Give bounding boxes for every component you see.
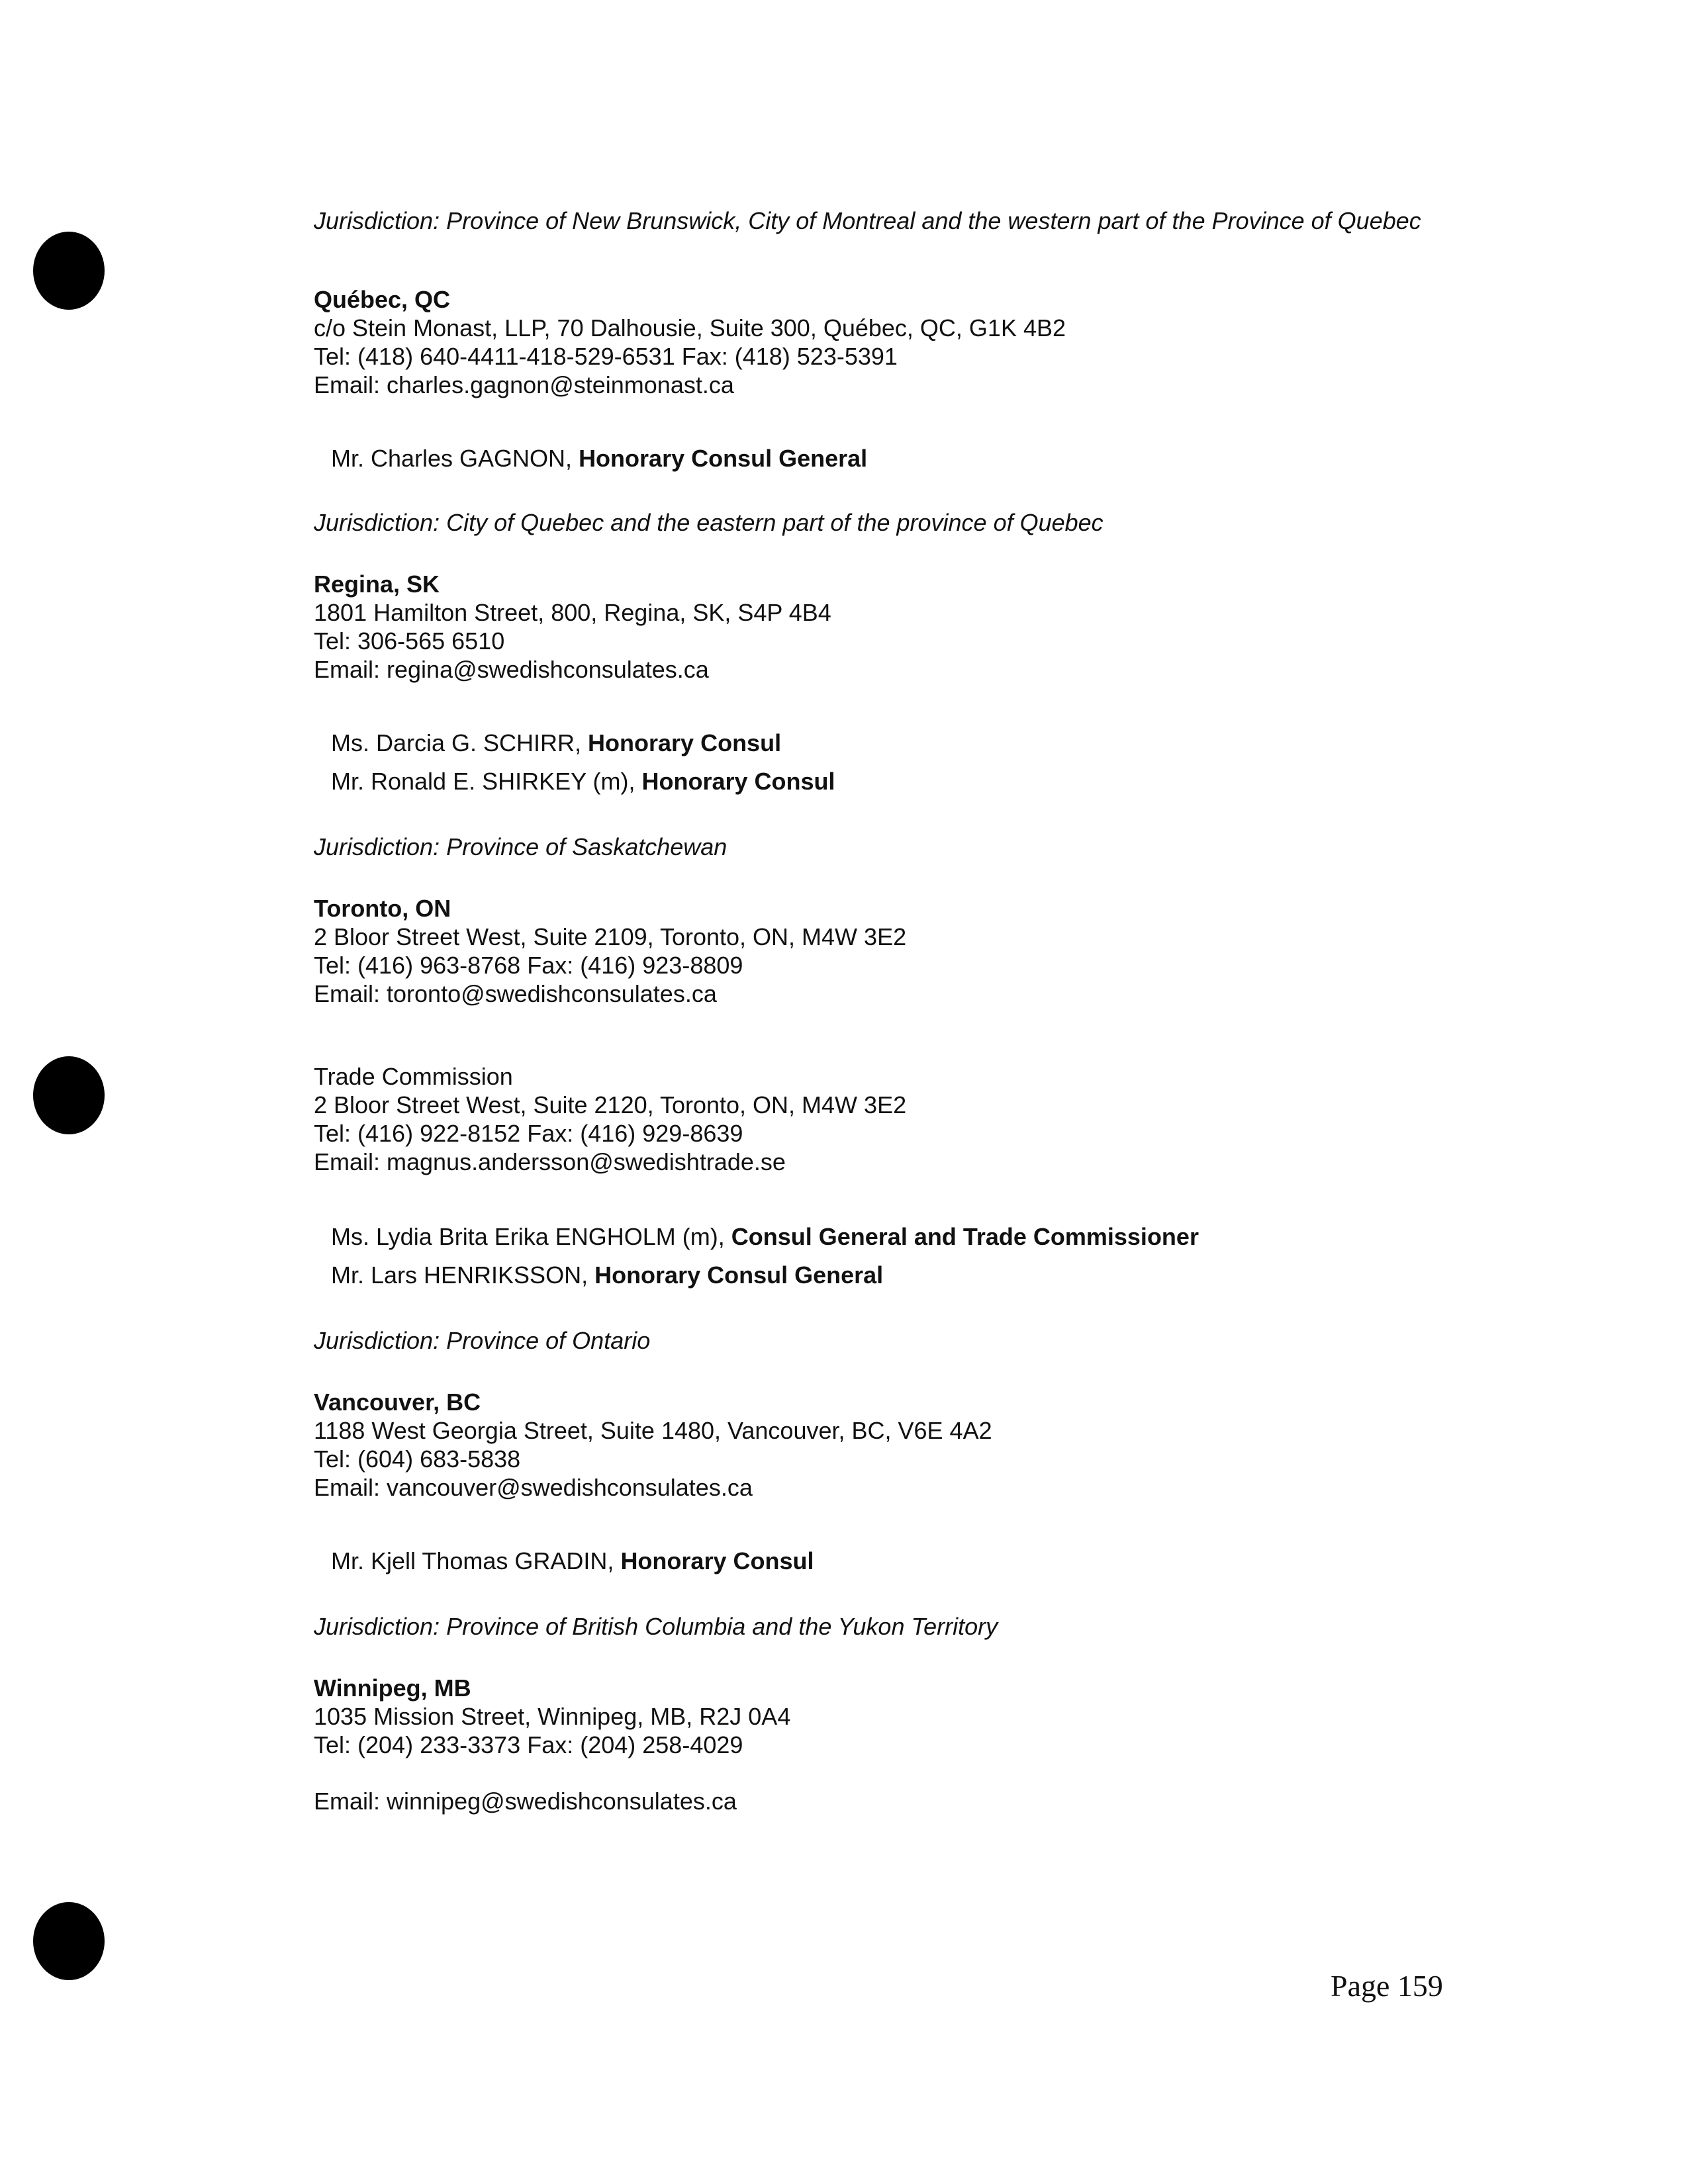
document-body	[314, 206, 1466, 1815]
email-trade: Email: magnus.andersson@swedishtrade.se	[314, 1148, 786, 1175]
jurisdiction-toronto: Jurisdiction: Province of Ontario	[314, 1327, 651, 1354]
official-title: Consul General and Trade Commissioner	[731, 1223, 1199, 1250]
tel-vancouver: Tel: (604) 683-5838	[314, 1445, 521, 1473]
official-title: Honorary Consul	[641, 768, 835, 795]
email-regina: Email: regina@swedishconsulates.ca	[314, 656, 709, 683]
consulate-toronto	[314, 894, 1466, 1008]
official-title: Honorary Consul	[588, 729, 782, 756]
tel-toronto: Tel: (416) 963-8768 Fax: (416) 923-8809	[314, 952, 743, 979]
binder-hole-bottom	[33, 1902, 105, 1980]
official-name: Ms. Lydia Brita Erika ENGHOLM (m),	[331, 1223, 731, 1250]
jurisdiction-montreal: Jurisdiction: Province of New Brunswick, City of Montreal and the western part of the Province of Quebec	[314, 207, 1421, 234]
address-trade: 2 Bloor Street West, Suite 2120, Toronto, ON, M4W 3E2	[314, 1091, 907, 1118]
city-heading-winnipeg: Winnipeg, MB	[314, 1674, 471, 1702]
city-heading-quebec: Québec, QC	[314, 286, 451, 313]
trade-commission	[314, 1062, 1466, 1176]
official-row	[314, 729, 1466, 757]
email-vancouver: Email: vancouver@swedishconsulates.ca	[314, 1474, 753, 1501]
official-title: Honorary Consul General	[594, 1261, 884, 1289]
jurisdiction-vancouver: Jurisdiction: Province of British Columbia and the Yukon Territory	[314, 1613, 998, 1640]
tel-trade: Tel: (416) 922-8152 Fax: (416) 929-8639	[314, 1120, 743, 1147]
official-name: Mr. Lars HENRIKSSON,	[331, 1261, 595, 1289]
binder-hole-top	[33, 232, 105, 310]
jurisdiction-quebec: Jurisdiction: City of Quebec and the eastern part of the province of Quebec	[314, 509, 1103, 536]
city-heading-vancouver: Vancouver, BC	[314, 1388, 481, 1416]
official-row	[314, 444, 1466, 473]
email-winnipeg: Email: winnipeg@swedishconsulates.ca	[314, 1788, 737, 1815]
official-name: Mr. Ronald E. SHIRKEY (m),	[331, 768, 642, 795]
binder-hole-middle	[33, 1056, 105, 1134]
page-number: Page 159	[1331, 1969, 1443, 2003]
official-row	[314, 767, 1466, 796]
tel-regina: Tel: 306-565 6510	[314, 627, 505, 655]
address-toronto: 2 Bloor Street West, Suite 2109, Toronto, ON, M4W 3E2	[314, 923, 907, 950]
tel-quebec: Tel: (418) 640-4411-418-529-6531 Fax: (418) 523-5391	[314, 343, 898, 370]
official-row	[314, 1547, 1466, 1575]
email-toronto: Email: toronto@swedishconsulates.ca	[314, 980, 717, 1007]
jurisdiction-regina: Jurisdiction: Province of Saskatchewan	[314, 833, 727, 860]
consulate-vancouver	[314, 1388, 1466, 1502]
consulate-winnipeg	[314, 1674, 1466, 1815]
address-quebec: c/o Stein Monast, LLP, 70 Dalhousie, Suite 300, Québec, QC, G1K 4B2	[314, 314, 1066, 341]
official-name: Mr. Kjell Thomas GRADIN,	[331, 1547, 621, 1574]
official-title: Honorary Consul General	[579, 445, 868, 472]
email-quebec: Email: charles.gagnon@steinmonast.ca	[314, 371, 734, 398]
official-name: Mr. Charles GAGNON,	[331, 445, 579, 472]
address-winnipeg: 1035 Mission Street, Winnipeg, MB, R2J 0A4	[314, 1703, 791, 1730]
address-vancouver: 1188 West Georgia Street, Suite 1480, Vancouver, BC, V6E 4A2	[314, 1417, 992, 1444]
official-name: Ms. Darcia G. SCHIRR,	[331, 729, 588, 756]
address-regina: 1801 Hamilton Street, 800, Regina, SK, S4P 4B4	[314, 599, 831, 626]
official-row	[314, 1222, 1466, 1251]
trade-commission-label: Trade Commission	[314, 1063, 513, 1090]
official-title: Honorary Consul	[620, 1547, 814, 1574]
city-heading-toronto: Toronto, ON	[314, 895, 451, 922]
tel-winnipeg: Tel: (204) 233-3373 Fax: (204) 258-4029	[314, 1731, 743, 1758]
consulate-regina	[314, 570, 1466, 684]
city-heading-regina: Regina, SK	[314, 570, 440, 598]
official-row	[314, 1261, 1466, 1289]
consulate-quebec	[314, 285, 1466, 399]
